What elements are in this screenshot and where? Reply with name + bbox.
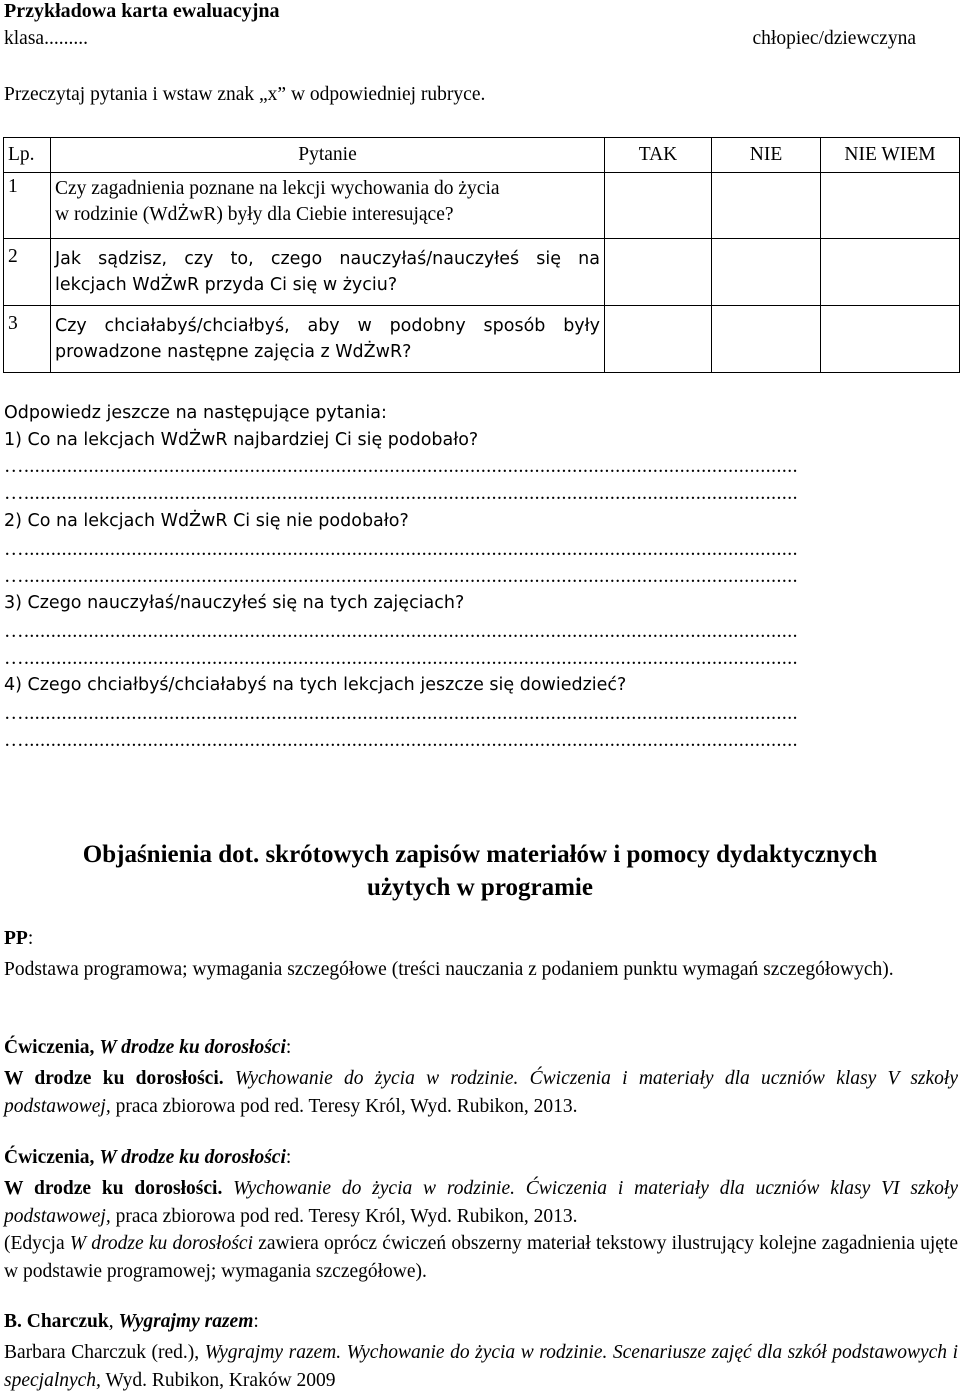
author-text: Barbara Charczuk (red.), [4,1342,205,1363]
open-question-4: 4) Czego chciałbyś/chciałabyś na tych lekcjach jeszcze się dowiedzieć? [4,675,627,695]
book-title-italic: Wychowanie do życia w rodzinie. Ćwiczenia i materiały dla uczniów klasy V szkoły podstawowej, [4,1068,959,1117]
answer-line[interactable]: …................................................................................................................................................ [4,648,798,669]
answer-line[interactable]: …................................................................................................................................................ [4,703,798,724]
book-title-bold: W drodze ku dorosłości. [4,1178,223,1199]
row-number: 1 [4,173,51,239]
exercises-vi-description [4,1175,958,1231]
book-title-bold: W drodze ku dorosłości. [4,1068,224,1089]
row-question [51,239,605,306]
heading-bold-italic: W drodze ku dorosłości [99,1037,286,1058]
question-line: Czy zagadnienia poznane na lekcji wychowania do życia [55,178,500,199]
question-line: Czy chciałabyś/chciałbyś, aby w podobny sposób były [55,316,600,336]
column-header-dont-know: NIE WIEM [821,138,960,173]
answer-cell-yes[interactable] [605,239,712,306]
question-line: Jak sądzisz, czy to, czego nauczyłaś/nauczyłeś się na [55,249,600,269]
book-title-italic: Wygrajmy razem. Wychowanie do życia w rodzinie. Scenariusze zajęć dla szkół podstawowych i specjalnych, [4,1342,958,1391]
question-line: lekcjach WdŻwR przyda Ci się w życiu? [55,275,398,295]
charczuk-heading [4,1311,259,1333]
edition-text: (Edycja [4,1233,70,1254]
book-title-italic: Wychowanie do życia w rodzinie. Ćwiczenia i materiały dla uczniów klasy VI szkoły podstawowej, [4,1178,958,1227]
colon: : [27,928,34,949]
answer-cell-dont-know[interactable] [821,173,960,239]
answer-cell-no[interactable] [712,173,821,239]
heading-bold: B. Charczuk [4,1311,109,1332]
heading-bold: Ćwiczenia, [4,1037,100,1058]
colon: : [285,1037,292,1058]
explanations-title-line: Objaśnienia dot. skrótowych zapisów materiałów i pomocy dydaktycznych [82,841,878,868]
evaluation-table [3,137,960,373]
pp-label: PP [4,928,28,949]
explanations-title [0,838,960,904]
exercises-v-description [4,1065,958,1121]
class-field: klasa......... [4,28,88,49]
answer-cell-yes[interactable] [605,306,712,373]
document-title: Przykładowa karta ewaluacyjna [4,0,280,22]
publication-info: Wyd. Rubikon, Kraków 2009 [100,1370,336,1391]
explanations-title-line: użytych w programie [367,874,593,901]
question-line: w rodzinie (WdŻwR) były dla Ciebie interesujące? [55,204,454,225]
row-question [51,173,605,239]
answer-line[interactable]: …................................................................................................................................................ [4,730,798,751]
pp-heading [4,928,33,950]
table-row [4,306,960,373]
answer-cell-no[interactable] [712,239,821,306]
question-line: prowadzone następne zajęcia z WdŻwR? [55,342,412,362]
separator: , [108,1311,119,1332]
row-number: 2 [4,239,51,306]
colon: : [285,1147,292,1168]
open-questions-intro: Odpowiedz jeszcze na następujące pytania: [4,403,387,423]
table-row [4,173,960,239]
pp-description: Podstawa programowa; wymagania szczegółowe (treści nauczania z podaniem punktu wymagań szczegółowych). [4,959,894,980]
edition-text: zawiera oprócz ćwiczeń obszerny materiał tekstowy ilustrujący kolejne zagadnienia ujęte w podstawie programowej; wymagania szczegółowe). [4,1233,958,1282]
column-header-no: NIE [712,138,821,173]
answer-line[interactable]: …................................................................................................................................................ [4,566,798,587]
edition-note [4,1230,958,1286]
edition-title-italic: W drodze ku dorosłości [69,1233,253,1254]
charczuk-description [4,1339,958,1395]
heading-bold-italic: Wygrajmy razem [118,1311,254,1332]
answer-cell-dont-know[interactable] [821,239,960,306]
open-question-2: 2) Co na lekcjach WdŻwR Ci się nie podobało? [4,511,409,531]
exercises-vi-heading [4,1147,291,1169]
open-question-3: 3) Czego nauczyłaś/nauczyłeś się na tych zajęciach? [4,593,465,613]
instruction-text: Przeczytaj pytania i wstaw znak „x” w odpowiedniej rubryce. [4,84,486,105]
gender-field: chłopiec/dziewczyna [752,28,916,49]
exercises-v-heading [4,1037,291,1059]
row-number: 3 [4,306,51,373]
answer-line[interactable]: …................................................................................................................................................ [4,456,798,477]
column-header-number: Lp. [4,138,51,173]
answer-cell-dont-know[interactable] [821,306,960,373]
heading-bold-italic: W drodze ku dorosłości [99,1147,286,1168]
column-header-yes: TAK [605,138,712,173]
open-question-1: 1) Co na lekcjach WdŻwR najbardziej Ci się podobało? [4,430,479,450]
row-question [51,306,605,373]
colon: : [253,1311,259,1332]
column-header-question: Pytanie [51,138,605,173]
table-header-row [4,138,960,173]
answer-cell-yes[interactable] [605,173,712,239]
answer-line[interactable]: …................................................................................................................................................ [4,539,798,560]
answer-line[interactable]: …................................................................................................................................................ [4,621,798,642]
heading-bold: Ćwiczenia, [4,1147,100,1168]
answer-line[interactable]: …................................................................................................................................................ [4,483,798,504]
publication-info: praca zbiorowa pod red. Teresy Król, Wyd. Rubikon, 2013. [110,1096,578,1117]
publication-info: praca zbiorowa pod red. Teresy Król, Wyd. Rubikon, 2013. [110,1206,578,1227]
answer-cell-no[interactable] [712,306,821,373]
table-row [4,239,960,306]
